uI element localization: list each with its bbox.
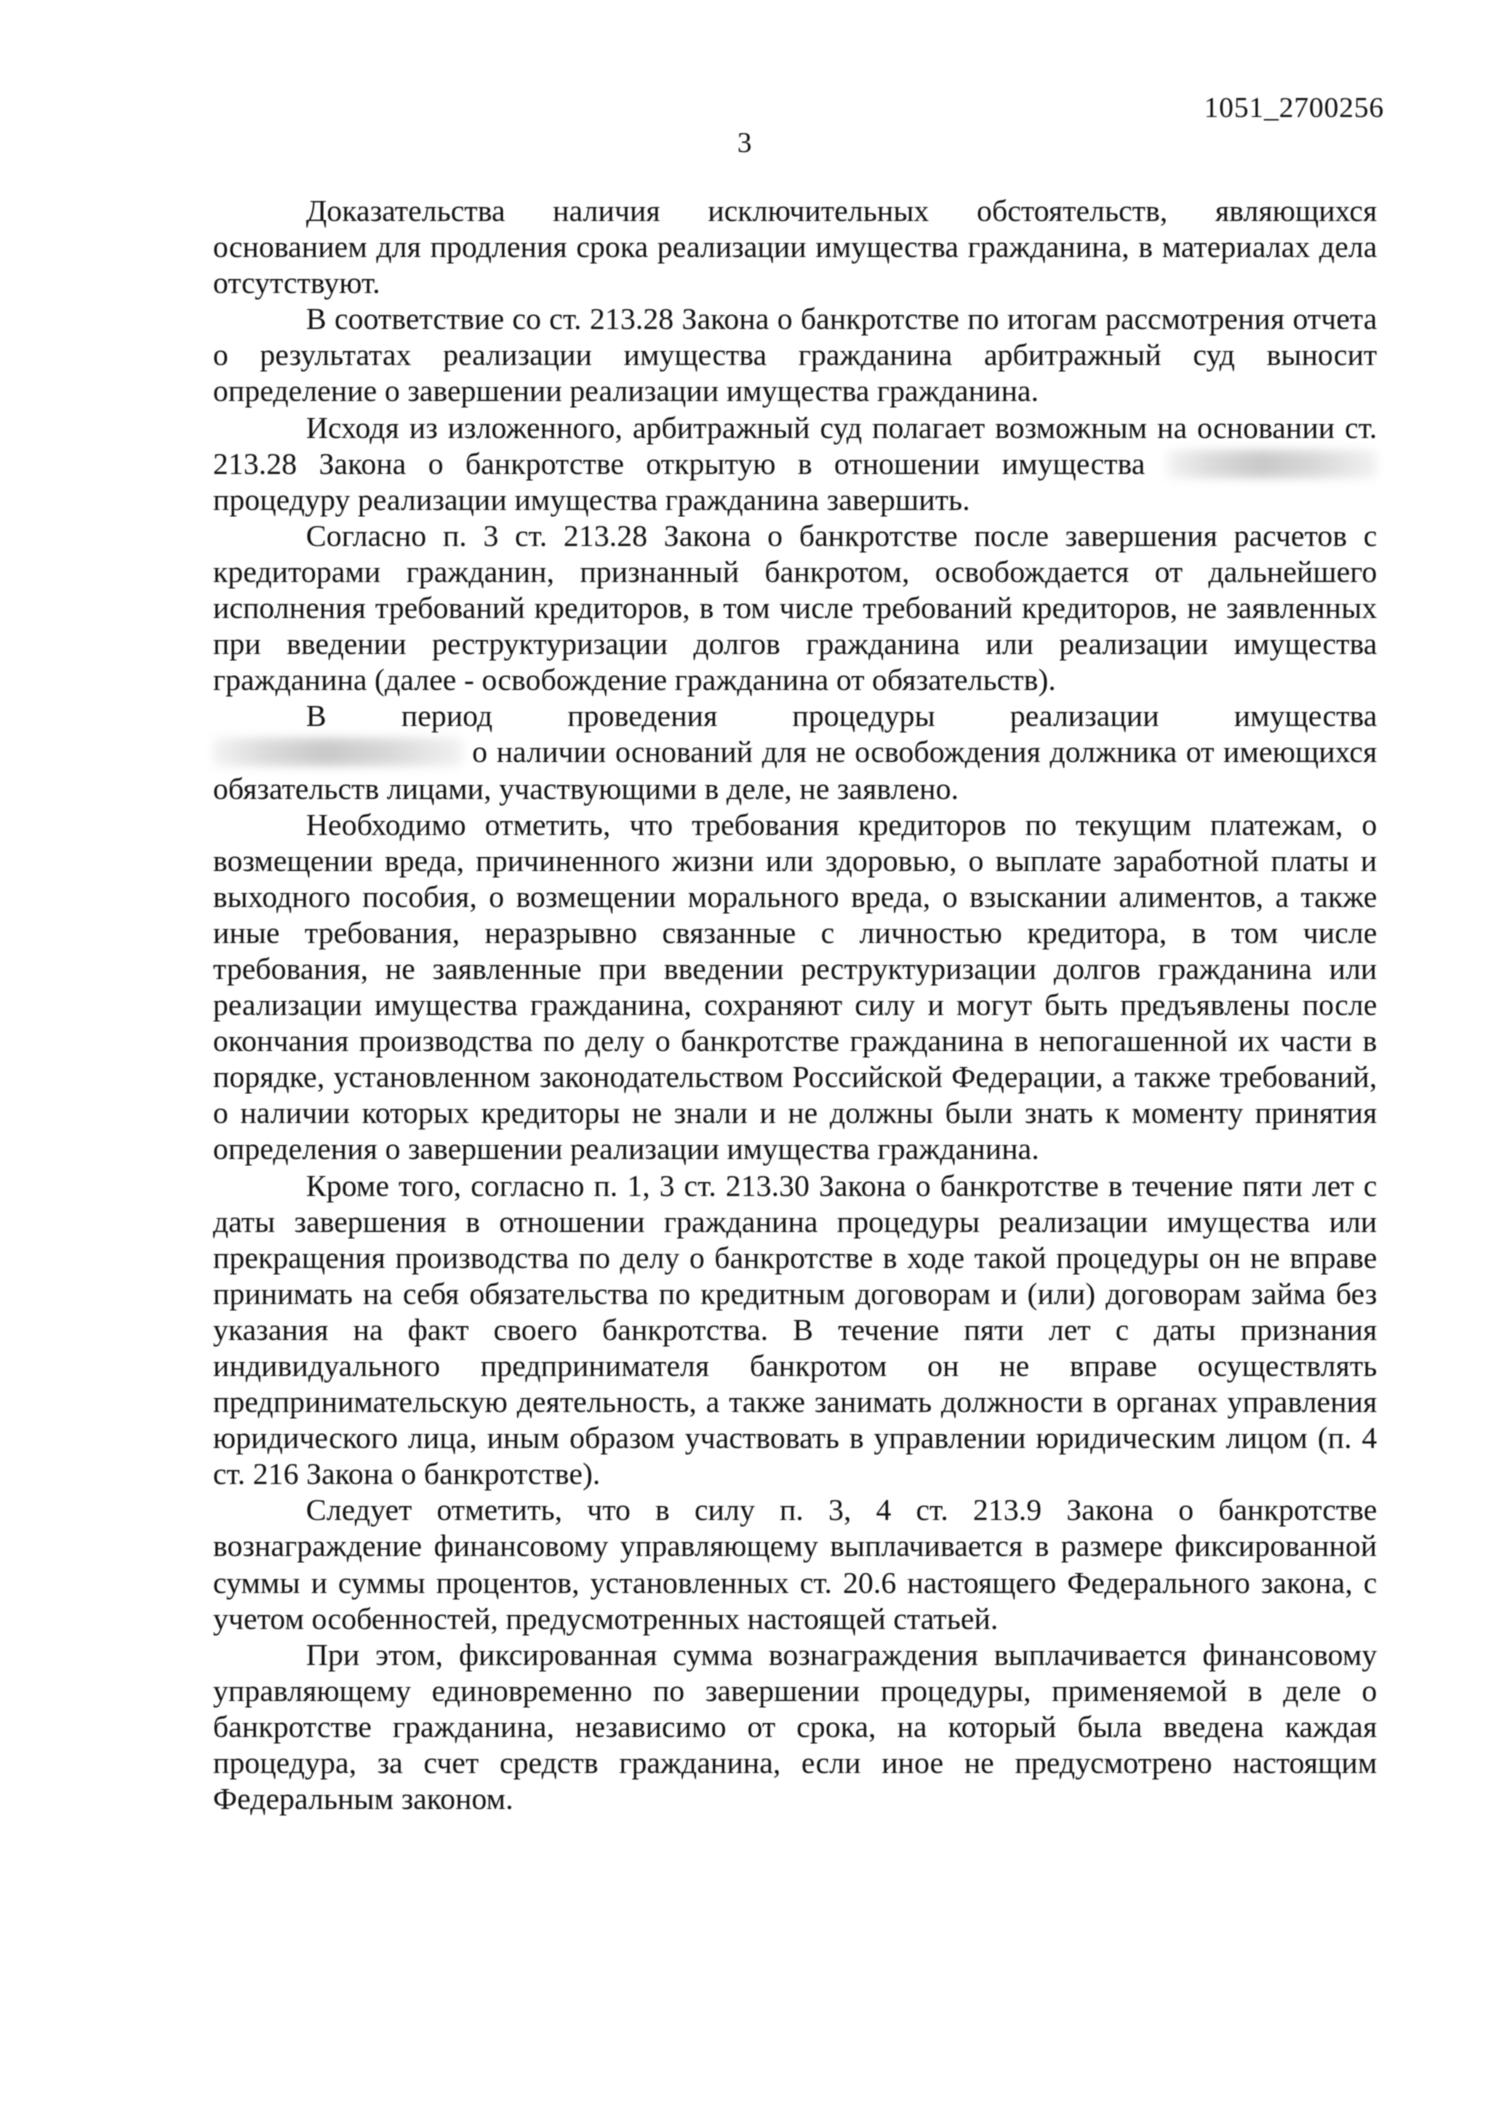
paragraph-1: Доказательства наличия исключительных обстоятельств, являющихся основанием для продления срока реализации имущества гражданина, в материалах дела отсутствуют.: [213, 194, 1377, 301]
paragraph-5-text-end: о наличии оснований для не освобождения должника от имеющихся обязательств лицами, участвующими в деле, не заявлено.: [213, 735, 1377, 806]
paragraph-3: [213, 410, 1377, 518]
paragraph-4: Согласно п. 3 ст. 213.28 Закона о банкротстве после завершения расчетов с кредиторами гражданин, признанный банкротом, освобождается от дальнейшего исполнения требований кредиторов, в том числе требований кредиторов, не заявленных при введении реструктуризации долгов гражданина или реализации имущества гражданина (далее - освобождение гражданина от обязательств).: [213, 518, 1377, 698]
paragraph-6: Необходимо отметить, что требования кредиторов по текущим платежам, о возмещении вреда, причиненного жизни или здоровью, о выплате заработной платы и выходного пособия, о возмещении морального вреда, о взыскании алиментов, а также иные требования, неразрывно связанные с личностью кредитора, в том числе требования, не заявленные при введении реструктуризации долгов гражданина или реализации имущества гражданина, сохраняют силу и могут быть предъявлены после окончания производства по делу о банкротстве гражданина в непогашенной их части в порядке, установленном законодательством Российской Федерации, а также требований, о наличии которых кредиторы не знали и не должны были знать к моменту принятия определения о завершении реализации имущества гражданина.: [213, 807, 1377, 1167]
paragraph-3-text-start: Исходя из изложенного, арбитражный суд полагает возможным на основании ст. 213.28 Закона о банкротстве открытую в отношении имущества: [213, 410, 1377, 481]
case-number: 1051_2700256: [1204, 92, 1384, 124]
paragraph-7: Кроме того, согласно п. 1, 3 ст. 213.30 Закона о банкротстве в течение пяти лет с даты завершения в отношении гражданина процедуры реализации имущества или прекращения производства по делу о банкротстве в ходе такой процедуры он не вправе принимать на себя обязательства по кредитным договорам и (или) договорам займа без указания на факт своего банкротства. В течение пяти лет с даты признания индивидуального предпринимателя банкротом он не вправе осуществлять предпринимательскую деятельность, а также занимать должности в органах управления юридического лица, иным образом участвовать в управлении юридическим лицом (п. 4 ст. 216 Закона о банкротстве).: [213, 1168, 1377, 1492]
redacted-name: [1167, 450, 1377, 478]
paragraph-9: При этом, фиксированная сумма вознаграждения выплачивается финансовому управляющему единовременно по завершении процедуры, применяемой в деле о банкротстве гражданина, независимо от срока, на который была введена каждая процедура, за счет средств гражданина, если иное не предусмотрено настоящим Федеральным законом.: [213, 1637, 1377, 1817]
paragraph-3-text-end: процедуру реализации имущества гражданина завершить.: [213, 482, 970, 517]
paragraph-8: Следует отметить, что в силу п. 3, 4 ст. 213.9 Закона о банкротстве вознаграждение финансовому управляющему выплачивается в размере фиксированной суммы и суммы процентов, установленных ст. 20.6 настоящего Федерального закона, с учетом особенностей, предусмотренных настоящей статьей.: [213, 1493, 1377, 1636]
document-body: [213, 193, 1377, 1817]
redacted-name: [213, 738, 463, 766]
page-number: 3: [737, 127, 752, 159]
paragraph-2: В соответствие со ст. 213.28 Закона о банкротстве по итогам рассмотрения отчета о результатах реализации имущества гражданина арбитражный суд выносит определение о завершении реализации имущества гражданина.: [213, 302, 1377, 409]
paragraph-5-text-start: В период проведения процедуры реализации имущества: [306, 699, 1377, 734]
paragraph-5: [213, 698, 1377, 806]
